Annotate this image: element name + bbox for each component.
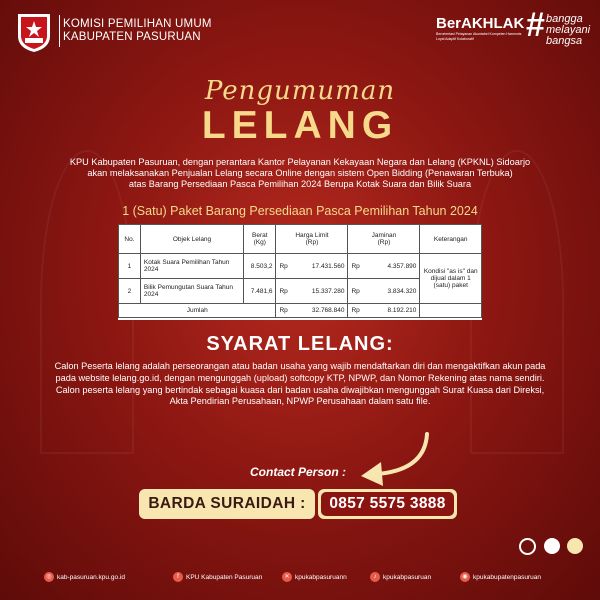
bangga-melayani-bangsa-tagline bbox=[546, 14, 590, 47]
paket-title: 1 (Satu) Paket Barang Persediaan Pasca Pemilihan Tahun 2024 bbox=[122, 204, 478, 218]
tiktok-text: kpukabpasuruan bbox=[383, 574, 432, 581]
berakhlak-badge bbox=[430, 6, 594, 50]
footer-instagram[interactable] bbox=[460, 572, 541, 584]
table-row bbox=[119, 254, 482, 279]
curved-arrow-icon bbox=[355, 430, 435, 490]
footer-website[interactable] bbox=[44, 572, 125, 584]
organization-name bbox=[63, 18, 212, 44]
website-text: kab-pasuruan.kpu.go.id bbox=[57, 574, 125, 581]
tagline-line2: melayani bbox=[546, 24, 591, 36]
pager-dot-active bbox=[567, 538, 583, 554]
row-keterangan: Kondisi "as is" dan dijual dalam 1 (satu) paket bbox=[420, 254, 482, 304]
currency-label: Rp bbox=[351, 307, 360, 314]
row-jaminan bbox=[348, 254, 420, 279]
pager-dot-outline bbox=[519, 538, 536, 555]
globe-icon: ◎ bbox=[44, 572, 54, 582]
jumlah-harga-value: 32.768.840 bbox=[311, 307, 345, 314]
jumlah-jaminan-value: 8.192.210 bbox=[387, 307, 417, 314]
row-harga bbox=[276, 279, 348, 304]
syarat-line2: pada website lelang.go.id, dengan mengunggah (upload) softcopy KTP, NPWP, dan Nomor Rekening atas nama sendiri. bbox=[55, 372, 545, 383]
col-header-keterangan: Keterangan bbox=[420, 225, 482, 254]
row-jaminan bbox=[348, 279, 420, 304]
syarat-title: SYARAT LELANG: bbox=[206, 333, 394, 355]
instagram-text: kpukabupatenpasuruan bbox=[473, 574, 541, 581]
jumlah-jaminan bbox=[348, 304, 420, 318]
header bbox=[0, 0, 600, 60]
jaminan-value: 4.357.890 bbox=[387, 262, 417, 270]
harga-value: 15.337.280 bbox=[311, 287, 345, 295]
currency-label: Rp bbox=[351, 262, 360, 270]
row-no: 1 bbox=[119, 254, 141, 279]
instagram-icon: ◉ bbox=[460, 572, 470, 582]
auction-table bbox=[118, 224, 482, 320]
jumlah-empty-cell bbox=[420, 304, 482, 318]
col-header-harga: Harga Limit (Rp) bbox=[276, 225, 348, 254]
facebook-icon: f bbox=[173, 572, 183, 582]
footer-tiktok[interactable] bbox=[370, 572, 431, 584]
contact-phone: 0857 5575 3888 bbox=[321, 492, 454, 516]
syarat-text bbox=[26, 361, 574, 408]
pager-dot bbox=[544, 538, 560, 554]
currency-label: Rp bbox=[279, 307, 288, 314]
currency-label: Rp bbox=[279, 262, 288, 270]
organization-name-line2: KABUPATEN PASURUAN bbox=[63, 31, 201, 43]
contact-name: BARDA SURAIDAH : bbox=[139, 489, 315, 519]
berakhlak-subtitle: Berorientasi Pelayanan Akuntabel Kompeten Harmonis Loyal Adaptif Kolaboratif bbox=[436, 32, 522, 41]
header-separator bbox=[59, 15, 60, 47]
tagline-line3: bangsa bbox=[546, 35, 583, 47]
col-header-no: No. bbox=[119, 225, 141, 254]
jumlah-harga bbox=[276, 304, 348, 318]
col-header-objek: Objek Lelang bbox=[140, 225, 243, 254]
footer-twitter[interactable] bbox=[282, 572, 347, 584]
contact-phone-pill bbox=[318, 489, 457, 519]
jaminan-value: 3.834.320 bbox=[387, 287, 417, 295]
title-script: Pengumuman bbox=[204, 76, 396, 106]
twitter-icon: ✕ bbox=[282, 572, 292, 582]
col-header-berat: Berat (Kg) bbox=[244, 225, 276, 254]
row-berat: 8.503,2 bbox=[244, 254, 276, 279]
berakhlak-title: BerAKHLAK bbox=[436, 15, 525, 32]
currency-label: Rp bbox=[351, 287, 360, 295]
jumlah-label: Jumlah bbox=[119, 304, 276, 318]
footer bbox=[0, 565, 600, 600]
harga-value: 17.431.560 bbox=[311, 262, 345, 270]
twitter-text: kpukabpasuruann bbox=[295, 574, 347, 581]
contact-label: Contact Person : bbox=[250, 465, 347, 479]
row-harga bbox=[276, 254, 348, 279]
facebook-text: KPU Kabupaten Pasuruan bbox=[186, 574, 263, 581]
intro-text bbox=[20, 157, 580, 190]
intro-line2: akan melaksanakan Penjualan Lelang secara Online dengan sistem Open Bidding (Penawaran Terbuka) bbox=[87, 168, 513, 178]
syarat-line3: Calon peserta lelang yang bertindak sebagai kuasa dari badan usaha diwajibkan mengunggah Surat Kuasa dari Direksi, bbox=[55, 384, 545, 395]
intro-line1: KPU Kabupaten Pasuruan, dengan perantara Kantor Pelayanan Kekayaan Negara dan Lelang (KPKNL) Sidoarjo bbox=[69, 157, 531, 167]
footer-facebook[interactable] bbox=[173, 572, 262, 584]
tiktok-icon: ♪ bbox=[370, 572, 380, 582]
tagline-line1: bangga bbox=[546, 13, 583, 25]
row-berat: 7.481,6 bbox=[244, 279, 276, 304]
col-header-jaminan: Jaminan (Rp) bbox=[348, 225, 420, 254]
background-arch-right bbox=[470, 150, 564, 454]
title-main: LELANG bbox=[201, 104, 399, 147]
row-no: 2 bbox=[119, 279, 141, 304]
kpu-logo-icon bbox=[12, 10, 56, 54]
row-objek: Kotak Suara Pemilihan Tahun 2024 bbox=[140, 254, 243, 279]
intro-line3: atas Barang Persediaan Pasca Pemilihan 2024 Berupa Kotak Suara dan Bilik Suara bbox=[128, 179, 472, 189]
table-header-row bbox=[119, 225, 482, 254]
syarat-line4: Akta Pendirian Perusahaan, NPWP Perusahaan dalam satu file. bbox=[169, 396, 431, 407]
table-total-row bbox=[119, 304, 482, 318]
row-objek: Bilik Pemungutan Suara Tahun 2024 bbox=[140, 279, 243, 304]
organization-name-line1: KOMISI PEMILIHAN UMUM bbox=[63, 18, 212, 30]
hashtag-icon: # bbox=[526, 6, 545, 44]
syarat-line1: Calon Peserta lelang adalah perseorangan atau badan usaha yang wajib mendaftarkan diri dan mengaktifkan akun pada bbox=[54, 361, 546, 371]
currency-label: Rp bbox=[279, 287, 288, 295]
